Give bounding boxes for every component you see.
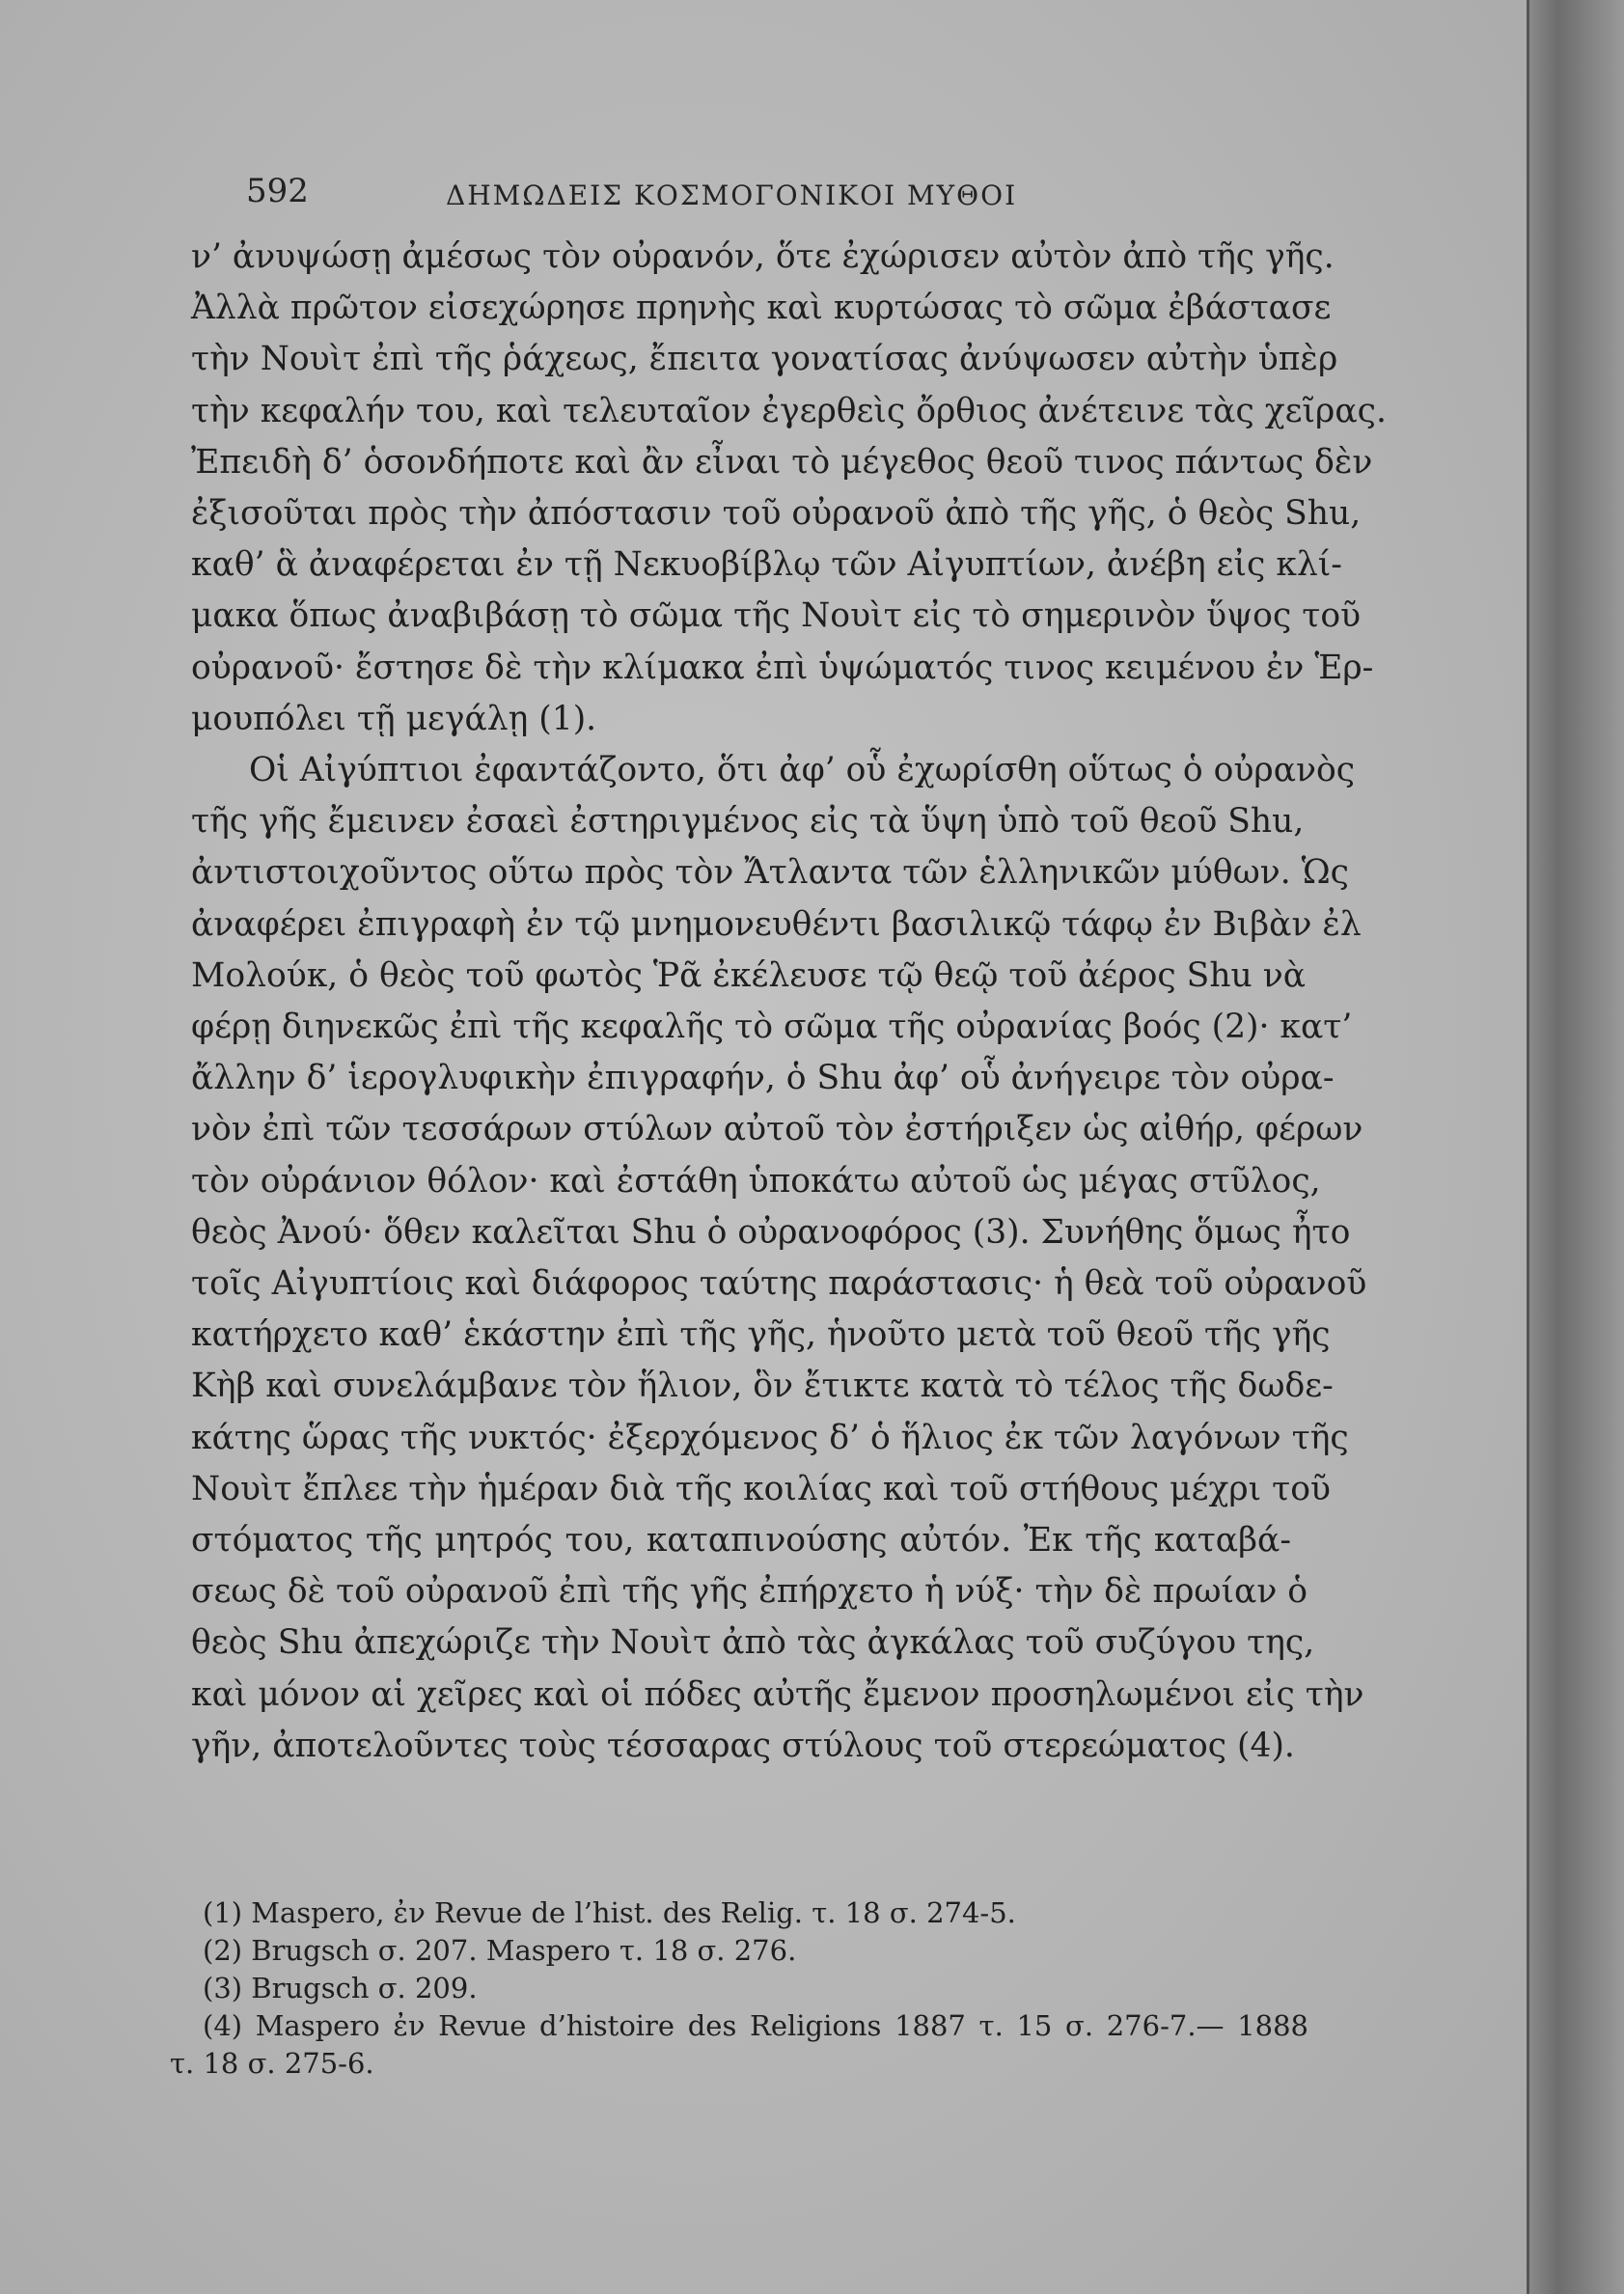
page-number: 592 [246,172,309,210]
footnote-4: (4) Maspero ἐν Revue d’histoire des Religions 1887 τ. 15 σ. 276-7.— 1888 [203,2009,1308,2042]
text-line: καὶ μόνον αἱ χεῖρες καὶ οἱ πόδες αὐτῆς ἔμενον προσηλωμένοι εἰς τὴν [191,1674,1364,1714]
text-line: οὐρανοῦ· ἔστησε δὲ τὴν κλίμακα ἐπὶ ὑψώματός τινος κειμένου ἐν Ἑρ- [191,648,1374,687]
text-line: ν’ ἀνυψώσῃ ἀμέσως τὸν οὐρανόν, ὅτε ἐχώρισεν αὐτὸν ἀπὸ τῆς γῆς. [191,237,1335,276]
footnotes [170,1894,1308,2083]
text-line: Μολούκ, ὁ θεὸς τοῦ φωτὸς Ῥᾶ ἐκέλευσε τῷ θεῷ τοῦ ἀέρος Shu νὰ [191,955,1306,995]
text-line: ἀναφέρει ἐπιγραφὴ ἐν τῷ μνημονευθέντι βασιλικῷ τάφῳ ἐν Βιβὰν ἐλ [191,904,1362,944]
footnote-4-continued: τ. 18 σ. 275-6. [170,2047,374,2080]
text-line: μακα ὅπως ἀναβιβάσῃ τὸ σῶμα τῆς Νουὶτ εἰς τὸ σημερινὸν ὕψος τοῦ [191,596,1362,636]
text-line: γῆν, ἀποτελοῦντες τοὺς τέσσαρας στύλους τοῦ στερεώματος (4). [191,1726,1295,1765]
text-line: τῆς γῆς ἔμεινεν ἐσαεὶ ἐστηριγμένος εἰς τὰ ὕψη ὑπὸ τοῦ θεοῦ Shu, [191,802,1305,842]
text-line: στόματος τῆς μητρός του, καταπινούσης αὐτόν. Ἐκ τῆς καταβά- [191,1521,1291,1561]
text-line: νὸν ἐπὶ τῶν τεσσάρων στύλων αὐτοῦ τὸν ἐστήριξεν ὡς αἰθήρ, φέρων [191,1110,1363,1149]
running-head-title: ΔΗΜΩΔΕΙΣ ΚΟΣΜΟΓΟΝΙΚΟΙ ΜΥΘΟΙ [446,180,1018,211]
text-line: Κὴβ καὶ συνελάμβανε τὸν ἥλιον, ὃν ἔτικτε κατὰ τὸ τέλος τῆς δωδε- [191,1367,1334,1406]
text-line: τὴν κεφαλήν του, καὶ τελευταῖον ἐγερθεὶς ὄρθιος ἀνέτεινε τὰς χεῖρας. [191,391,1387,430]
book-gutter [1529,0,1624,2294]
text-line: Νουὶτ ἔπλεε τὴν ἡμέραν διὰ τῆς κοιλίας καὶ τοῦ στήθους μέχρι τοῦ [191,1469,1331,1508]
text-line: ἐξισοῦται πρὸς τὴν ἀπόστασιν τοῦ οὐρανοῦ ἀπὸ τῆς γῆς, ὁ θεὸς Shu, [191,494,1362,534]
footnote-2: (2) Brugsch σ. 207. Maspero τ. 18 σ. 276. [203,1934,797,1967]
text-line: Ἐπειδὴ δ’ ὁσονδήποτε καὶ ἂν εἶναι τὸ μέγεθος θεοῦ τινος πάντως δὲν [191,442,1373,482]
text-line: θεὸς Ἀνού· ὅθεν καλεῖται Shu ὁ οὐρανοφόρος (3). Συνήθης ὅμως ἦτο [191,1212,1351,1252]
text-line: θεὸς Shu ἀπεχώριζε τὴν Νουὶτ ἀπὸ τὰς ἀγκάλας τοῦ συζύγου της, [191,1623,1315,1663]
text-line: τοῖς Αἰγυπτίοις καὶ διάφορος ταύτης παράστασις· ἡ θεὰ τοῦ οὐρανοῦ [191,1264,1367,1304]
footnote-1: (1) Maspero, ἐν Revue de l’hist. des Relig. τ. 18 σ. 274-5. [203,1896,1016,1929]
body-text [191,232,1387,1772]
text-line: Ἀλλὰ πρῶτον εἰσεχώρησε πρηνὴς καὶ κυρτώσας τὸ σῶμα ἐβάστασε [191,289,1332,328]
text-line: μουπόλει τῇ μεγάλῃ (1). [191,699,597,738]
text-line: κατήρχετο καθ’ ἑκάστην ἐπὶ τῆς γῆς, ἡνοῦτο μετὰ τοῦ θεοῦ τῆς γῆς [191,1315,1331,1355]
text-line: τὸν οὐράνιον θόλον· καὶ ἐστάθη ὑποκάτω αὐτοῦ ὡς μέγας στῦλος, [191,1161,1321,1201]
running-head [246,172,1327,220]
text-line: σεως δὲ τοῦ οὐρανοῦ ἐπὶ τῆς γῆς ἐπήρχετο ἡ νύξ· τὴν δὲ πρωίαν ὁ [191,1572,1308,1612]
text-line: ἀντιστοιχοῦντος οὕτω πρὸς τὸν Ἄτλαντα τῶν ἑλληνικῶν μύθων. Ὡς [191,853,1349,893]
footnote-3: (3) Brugsch σ. 209. [203,1972,478,2004]
text-line: φέρῃ διηνεκῶς ἐπὶ τῆς κεφαλῆς τὸ σῶμα τῆς οὐρανίας βοός (2)· κατ’ [191,1008,1353,1047]
text-line: καθ’ ἃ ἀναφέρεται ἐν τῇ Νεκυοβίβλῳ τῶν Αἰγυπτίων, ἀνέβη εἰς κλί- [191,545,1342,585]
text-line: τὴν Νουὶτ ἐπὶ τῆς ῥάχεως, ἔπειτα γονατίσας ἀνύψωσεν αὐτὴν ὑπὲρ [191,340,1338,379]
text-line: ἄλλην δ’ ἱερογλυφικὴν ἐπιγραφήν, ὁ Shu ἀφ’ οὗ ἀνήγειρε τὸν οὐρα- [191,1059,1335,1098]
text-line: κάτης ὥρας τῆς νυκτός· ἐξερχόμενος δ’ ὁ ἥλιος ἐκ τῶν λαγόνων τῆς [191,1418,1349,1457]
text-line: Οἱ Αἰγύπτιοι ἐφαντάζοντο, ὅτι ἀφ’ οὗ ἐχωρίσθη οὕτως ὁ οὐρανὸς [249,751,1356,790]
